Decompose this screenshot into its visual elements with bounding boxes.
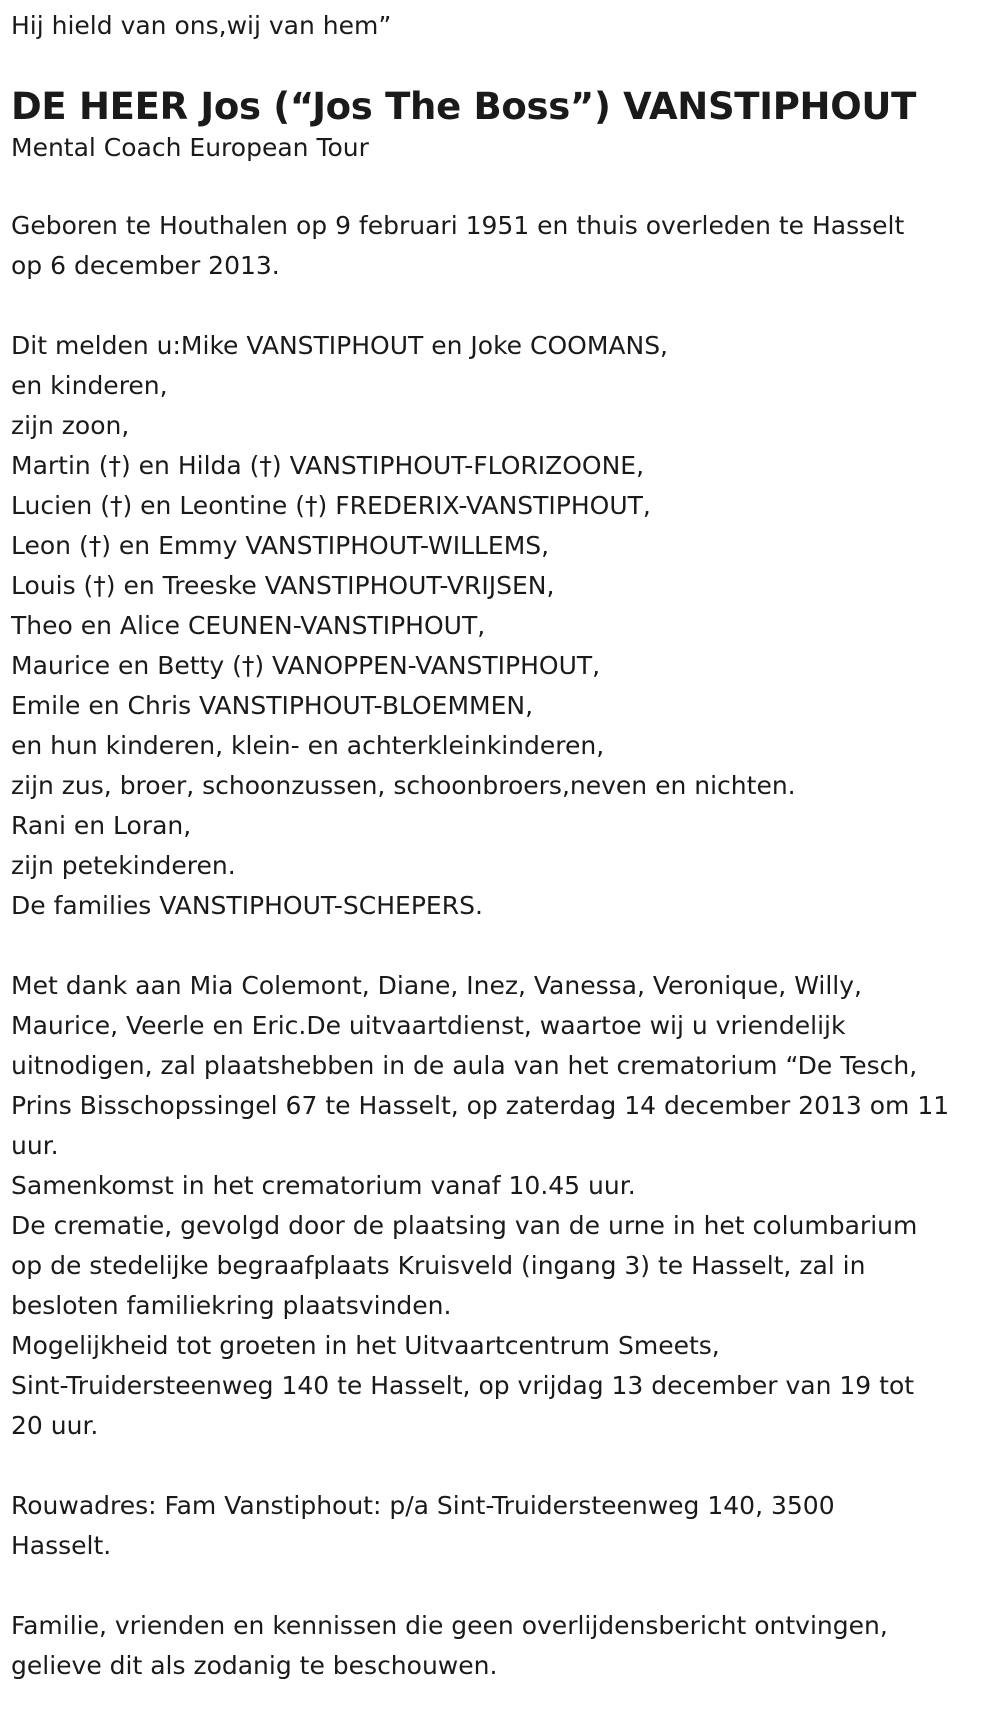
birth-death-paragraph [11, 206, 996, 286]
mourning-address-paragraph [11, 1486, 996, 1566]
text-line: 20 uur. [11, 1411, 99, 1440]
text-line: Lucien (†) en Leontine (†) FREDERIX-VANSTIPHOUT, [11, 491, 651, 520]
text-line: Martin (†) en Hilda (†) VANSTIPHOUT-FLORIZOONE, [11, 451, 645, 480]
text-line: Maurice en Betty (†) VANOPPEN-VANSTIPHOUT, [11, 651, 601, 680]
deceased-role: Mental Coach European Tour [11, 133, 369, 162]
text-line: gelieve dit als zodanig te beschouwen. [11, 1651, 498, 1680]
deceased-name: DE HEER Jos (“Jos The Boss”) VANSTIPHOUT [11, 85, 917, 128]
text-line: Sint-Truidersteenweg 140 te Hasselt, op vrijdag 13 december van 19 tot [11, 1371, 915, 1400]
opening-quote: Hij hield van ons,wij van hem” [11, 11, 392, 40]
text-line: zijn zoon, [11, 411, 130, 440]
text-line: Louis (†) en Treeske VANSTIPHOUT-VRIJSEN, [11, 571, 555, 600]
text-line: zijn zus, broer, schoonzussen, schoonbroers,neven en nichten. [11, 771, 796, 800]
service-paragraph [11, 966, 996, 1446]
text-line: uitnodigen, zal plaatshebben in de aula van het crematorium “De Tesch, [11, 1051, 918, 1080]
text-line: Rani en Loran, [11, 811, 192, 840]
text-line: Theo en Alice CEUNEN-VANSTIPHOUT, [11, 611, 486, 640]
obituary-notice [11, 8, 996, 1686]
text-line: op de stedelijke begraafplaats Kruisveld (ingang 3) te Hasselt, zal in [11, 1251, 866, 1280]
text-line: uur. [11, 1131, 59, 1160]
text-line: Samenkomst in het crematorium vanaf 10.45 uur. [11, 1171, 636, 1200]
text-line: Leon (†) en Emmy VANSTIPHOUT-WILLEMS, [11, 531, 550, 560]
text-line: Familie, vrienden en kennissen die geen overlijdensbericht ontvingen, [11, 1611, 888, 1640]
text-line: op 6 december 2013. [11, 251, 280, 280]
text-line: Geboren te Houthalen op 9 februari 1951 en thuis overleden te Hasselt [11, 211, 905, 240]
text-line: Hasselt. [11, 1531, 112, 1560]
text-line: Maurice, Veerle en Eric.De uitvaartdienst, waartoe wij u vriendelijk [11, 1011, 846, 1040]
text-line: Rouwadres: Fam Vanstiphout: p/a Sint-Truidersteenweg 140, 3500 [11, 1491, 835, 1520]
closing-paragraph [11, 1606, 996, 1686]
text-line: en kinderen, [11, 371, 168, 400]
text-line: Mogelijkheid tot groeten in het Uitvaartcentrum Smeets, [11, 1331, 720, 1360]
text-line: De crematie, gevolgd door de plaatsing van de urne in het columbarium [11, 1211, 918, 1240]
text-line: Emile en Chris VANSTIPHOUT-BLOEMMEN, [11, 691, 534, 720]
announcers-paragraph [11, 326, 996, 926]
text-line: De families VANSTIPHOUT-SCHEPERS. [11, 891, 483, 920]
text-line: zijn petekinderen. [11, 851, 236, 880]
text-line: Met dank aan Mia Colemont, Diane, Inez, Vanessa, Veronique, Willy, [11, 971, 862, 1000]
text-line: Dit melden u:Mike VANSTIPHOUT en Joke COOMANS, [11, 331, 669, 360]
text-line: Prins Bisschopssingel 67 te Hasselt, op zaterdag 14 december 2013 om 11 [11, 1091, 950, 1120]
text-line: en hun kinderen, klein- en achterkleinkinderen, [11, 731, 605, 760]
text-line: besloten familiekring plaatsvinden. [11, 1291, 452, 1320]
